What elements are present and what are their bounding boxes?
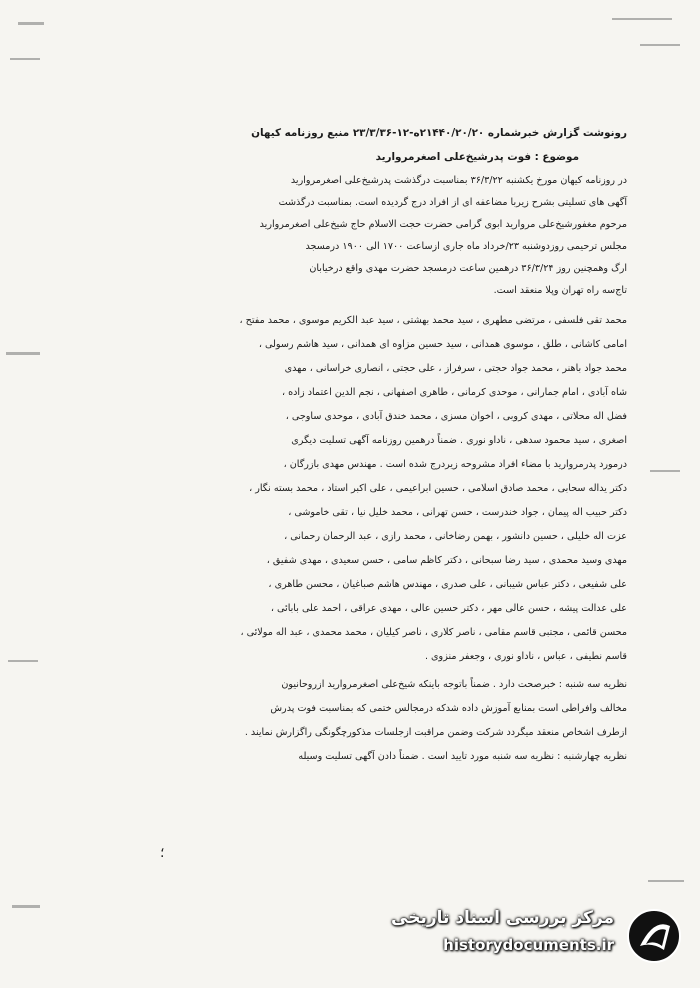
margin-mark: ؛ xyxy=(160,845,165,861)
signatory-line: محسن قائمی ، مجتبی قاسم مقامی ، ناصر کلاری ، ناصر کیلیان ، محمد محمدی ، عبد اله مولائی ، xyxy=(240,627,627,638)
signatory-line: مهدی وسید محمدی ، سید رضا سبحانی ، دکتر کاظم سامی ، حسن سعیدی ، مهدی شفیق ، xyxy=(266,555,627,566)
signatory-line: علی عدالت پیشه ، حسن عالی مهر ، دکتر حسین عالی ، مهدی عراقی ، احمد علی بابائی ، xyxy=(270,603,627,614)
body-line: مجلس ترحیمی روزدوشنبه ۲۳/خرداد ماه جاری ازساعت ۱۷۰۰ الی ۱۹۰۰ درمسجد xyxy=(305,241,627,252)
signatory-line: دکتر حبیب اله پیمان ، جواد خندرست ، حسن تهرانی ، محمد خلیل نیا ، تقی خاموشی ، xyxy=(288,507,627,518)
scan-noise xyxy=(18,22,44,25)
archive-watermark xyxy=(366,902,686,972)
opinion-line: مخالف وافراطی است بمنابع آموزش داده شدکه درمجالس ختمی که بمناسبت فوت پدرش xyxy=(270,703,627,714)
signatory-line: درمورد پدرمروارید با مضاء افراد مشروحه زیردرج شده است . مهندس مهدی بازرگان ، xyxy=(283,459,627,470)
opinion-line: نظریه سه شنبه : خبرصحت دارد . ضمناً باتوجه باینکه شیخ‌علی اصغرمروارید ازروحانیون xyxy=(281,679,627,690)
signatory-line: محمد تقی فلسفی ، مرتضی مطهری ، سید محمد بهشتی ، سید عبد الکریم موسوی ، محمد مفتح ، xyxy=(239,315,627,326)
signatory-line: علی شفیعی ، دکتر عباس شیبانی ، علی صدری ، مهندس هاشم صباغیان ، محسن طاهری ، xyxy=(268,579,627,590)
signatory-line: شاه آبادی ، امام جمارانی ، موحدی کرمانی ، طاهری اصفهانی ، نجم الدین اعتماد زاده ، xyxy=(281,387,627,398)
body-line: در روزنامه کیهان مورخ یکشنبه ۳۶/۳/۲۲ بمناسبت درگذشت پدرشیخ‌علی اصغرمروارید xyxy=(290,175,627,186)
body-line: آگهی های تسلیتی بشرح زیربا مضاعفه ای از افراد درج گردیده است. بمناسبت درگذشت xyxy=(278,197,627,208)
watermark-url: historydocuments.ir xyxy=(443,936,614,954)
watermark-title: مرکز بررسی اسناد تاریخی xyxy=(391,908,614,928)
scan-noise xyxy=(650,470,680,472)
scan-noise xyxy=(640,44,680,46)
body-line: تاج‌سه راه تهران وپلا منعقد است. xyxy=(493,285,627,296)
signatory-line: اصغری ، سید محمود سدهی ، ناداو نوری . ضمناً درهمین روزنامه آگهی تسلیت دیگری xyxy=(291,435,627,446)
body-line: مرحوم مغفورشیخ‌علی مروارید ابوی گرامی حضرت حجت الاسلام حاج شیخ‌علی اصغرمروارید xyxy=(259,219,627,230)
scan-noise xyxy=(8,660,38,662)
signatory-line: فضل اله محلاتی ، مهدی کروبی ، اخوان مسزی ، محمد خندق آبادی ، موحدی ساوجی ، xyxy=(285,411,627,422)
scan-noise xyxy=(12,905,40,908)
scan-noise xyxy=(6,352,40,355)
scan-noise xyxy=(612,18,672,20)
scan-noise xyxy=(648,880,684,882)
subject-line: موضوع : فوت پدرشیخ‌علی اصغرمروارید xyxy=(375,151,579,163)
document-center-logo-icon xyxy=(624,906,684,966)
signatory-line: محمد جواد باهنر ، محمد جواد حجتی ، سرفراز ، علی حجتی ، انصاری خراسانی ، مهدی xyxy=(284,363,627,374)
scan-noise xyxy=(10,58,40,60)
signatory-line: دکتر یداله سحابی ، محمد صادق اسلامی ، حسین ابراعیمی ، علی اکبر استاد ، محمد بسته نگار ، xyxy=(249,483,627,494)
signatory-line: قاسم نطیفی ، عباس ، ناداو نوری ، وجعفر منزوی . xyxy=(424,651,627,662)
signatory-line: امامی کاشانی ، طلق ، موسوی همدانی ، سید حسین مزاوه ای همدانی ، سید هاشم رسولی ، xyxy=(258,339,627,350)
body-line: ارگ وهمچنین روز ۳۶/۳/۲۴ درهمین ساعت درمسجد حضرت مهدی واقع درخیابان xyxy=(309,263,627,274)
report-header: رونوشت گزارش خبرشماره ۲۱۴۴۰/۲۰/۲۰ه-۱۲-۲۳/۳/۳۶ منبع روزنامه کیهان xyxy=(251,127,627,139)
opinion-line: ازطرف اشخاص منعقد میگردد شرکت وضمن مراقبت ازجلسات مذکورچگونگی راگزارش نمایند . xyxy=(244,727,627,738)
opinion-line: نظریه چهارشنبه : نظریه سه شنبه مورد تایید است . ضمناً دادن آگهی تسلیت وسیله xyxy=(298,751,627,762)
signatory-line: عزت اله خلیلی ، حسین دانشور ، بهمن رضاخانی ، محمد رازی ، عبد الرحمان رحمانی ، xyxy=(284,531,627,542)
